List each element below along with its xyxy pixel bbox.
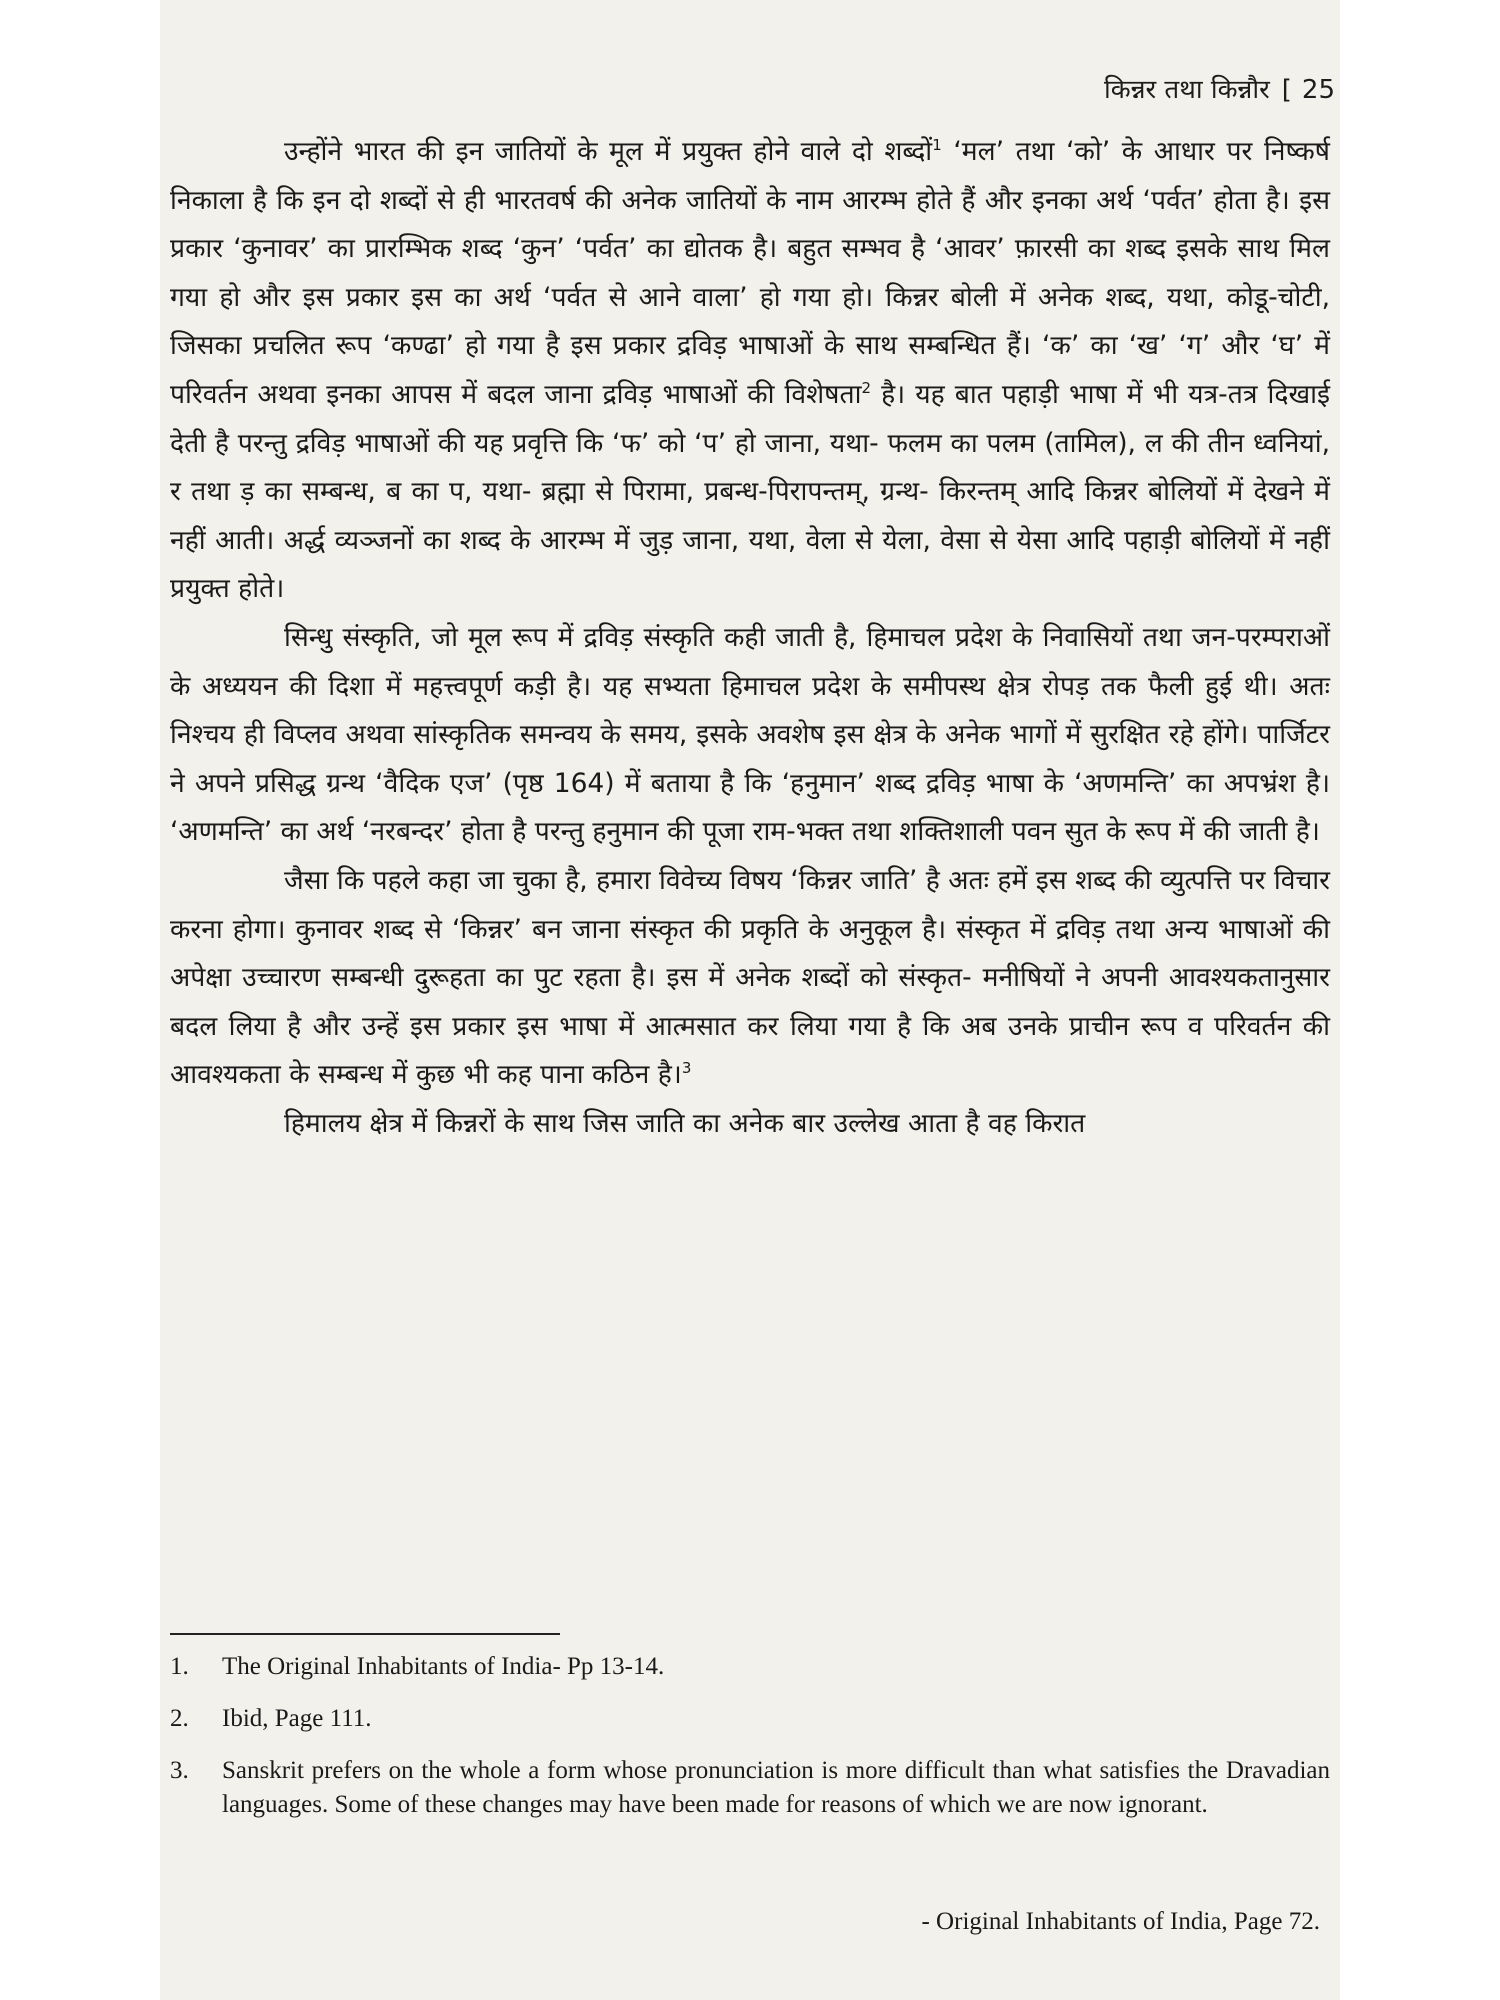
footnote-divider (170, 1633, 560, 1635)
page-number: 25 (1301, 75, 1335, 105)
footnote-number: 1. (170, 1653, 189, 1680)
footnote-3 (170, 1754, 1330, 1822)
bracket: [ (1281, 75, 1292, 105)
footnote-ref-3: 3 (681, 1059, 692, 1078)
footnote-text: The Original Inhabitants of India- Pp 13-14. (222, 1653, 665, 1680)
paragraph-4: हिमालय क्षेत्र में किन्नरों के साथ जिस जाति का अनेक बार उल्लेख आता है वह किरात (284, 1107, 1086, 1139)
footnote-number: 3. (170, 1757, 189, 1784)
paragraph-3: जैसा कि पहले कहा जा चुका है, हमारा विवेच्य विषय ‘किन्नर जाति’ है अतः हमें इस शब्द की व्युत्पत्ति पर विचार करना होगा। कुनावर शब्द से ‘किन्नर’ बन जाना संस्कृत की प्रकृति के अनुकूल है। संस्कृत में द्रविड़ तथा अन्य भाषाओं की अपेक्षा उच्चारण सम्बन्धी दुरूहता का पुट रहता है। इस में अनेक शब्दों को संस्कृत- मनीषियों ने अपनी आवश्यकतानुसार बदल लिया है और उन्हें इस प्रकार इस भाषा में आत्मसात कर लिया गया है कि अब उनके प्राचीन रूप व परिवर्तन की आवश्यकता के सम्बन्ध में कुछ भी कह पाना कठिन है।$^3$ (170, 864, 1330, 1091)
footnote-number: 2. (170, 1705, 189, 1732)
body-text (170, 128, 1330, 1148)
footnote-attribution: - Original Inhabitants of India, Page 72. (921, 1908, 1320, 1935)
paragraph-2: सिन्धु संस्कृति, जो मूल रूप में द्रविड़ संस्कृति कही जाती है, हिमाचल प्रदेश के निवासियों तथा जन-परम्पराओं के अध्ययन की दिशा में महत्त्वपूर्ण कड़ी है। यह सभ्यता हिमाचल प्रदेश के समीपस्थ क्षेत्र रोपड़ तक फैली हुई थी। अतः निश्चय ही विप्लव अथवा सांस्कृतिक समन्वय के समय, इसके अवशेष इस क्षेत्र के अनेक भागों में सुरक्षित रहे होंगे। पार्जिटर ने अपने प्रसिद्ध ग्रन्थ ‘वैदिक एज’ (पृष्ठ 164) में बताया है कि ‘हनुमान’ शब्द द्रविड़ भाषा के ‘अणमन्ति’ का अपभ्रंश है। ‘अणमन्ति’ का अर्थ ‘नरबन्दर’ होता है परन्तु हनुमान की पूजा राम-भक्त तथा शक्तिशाली पवन सुत के रूप में की जाती है। (170, 621, 1331, 848)
footnote-text: Ibid, Page 111. (222, 1705, 372, 1732)
footnote-ref-1: 1 (932, 136, 942, 155)
footnote-2 (170, 1702, 1330, 1736)
running-head (1104, 70, 1335, 106)
footnote-ref-2: 2 (861, 379, 872, 398)
footnote-1 (170, 1650, 1330, 1684)
paragraph-1: उन्होंने भारत की इन जातियों के मूल में प्रयुक्त होने वाले दो शब्दों$^1$ ‘मल’ तथा ‘को’ के आधार पर निष्कर्ष निकाला है कि इन दो शब्दों से ही भारतवर्ष की अनेक जातियों के नाम आरम्भ होते हैं और इनका अर्थ ‘पर्वत’ होता है। इस प्रकार ‘कुनावर’ का प्रारम्भिक शब्द ‘कुन’ ‘पर्वत’ का द्योतक है। बहुत सम्भव है ‘आवर’ फ़ारसी का शब्द इसके साथ मिल गया हो और इस प्रकार इस का अर्थ ‘पर्वत से आने वाला’ हो गया हो। किन्नर बोली में अनेक शब्द, यथा, कोडू-चोटी, जिसका प्रचलित रूप ‘कण्ढा’ हो गया है इस प्रकार द्रविड़ भाषाओं के साथ सम्बन्धित हैं। ‘क’ का ‘ख’ ‘ग’ और ‘घ’ में परिवर्तन अथवा इनका आपस में बदल जाना द्रविड़ भाषाओं की विशेषता$^2$ है। यह बात पहाड़ी भाषा में भी यत्र-तत्र दिखाई देती है परन्तु द्रविड़ भाषाओं की यह प्रवृत्ति कि ‘फ’ को ‘प’ हो जाना, यथा- फलम का पलम (तामिल), ल की तीन ध्वनियां, र तथा ड़ का सम्बन्ध, ब का प, यथा- ब्रह्मा से पिरामा, प्रबन्ध-पिरापन्तम्, ग्रन्थ- किरन्तम् आदि किन्नर बोलियों में देखने में नहीं आती। अर्द्ध व्यञ्जनों का शब्द के आरम्भ में जुड़ जाना, यथा, वेला से येला, वेसा से येसा आदि पहाड़ी बोलियों में नहीं प्रयुक्त होते। (170, 136, 1331, 605)
footnote-text: Sanskrit prefers on the whole a form whose pronunciation is more difficult than what satisfies the Dravadian languages. Some of these changes may have been made for reasons of which we are now ignorant. (222, 1757, 1330, 1818)
footnotes (170, 1650, 1330, 1840)
chapter-title: किन्नर तथा किन्नौर (1104, 75, 1270, 105)
